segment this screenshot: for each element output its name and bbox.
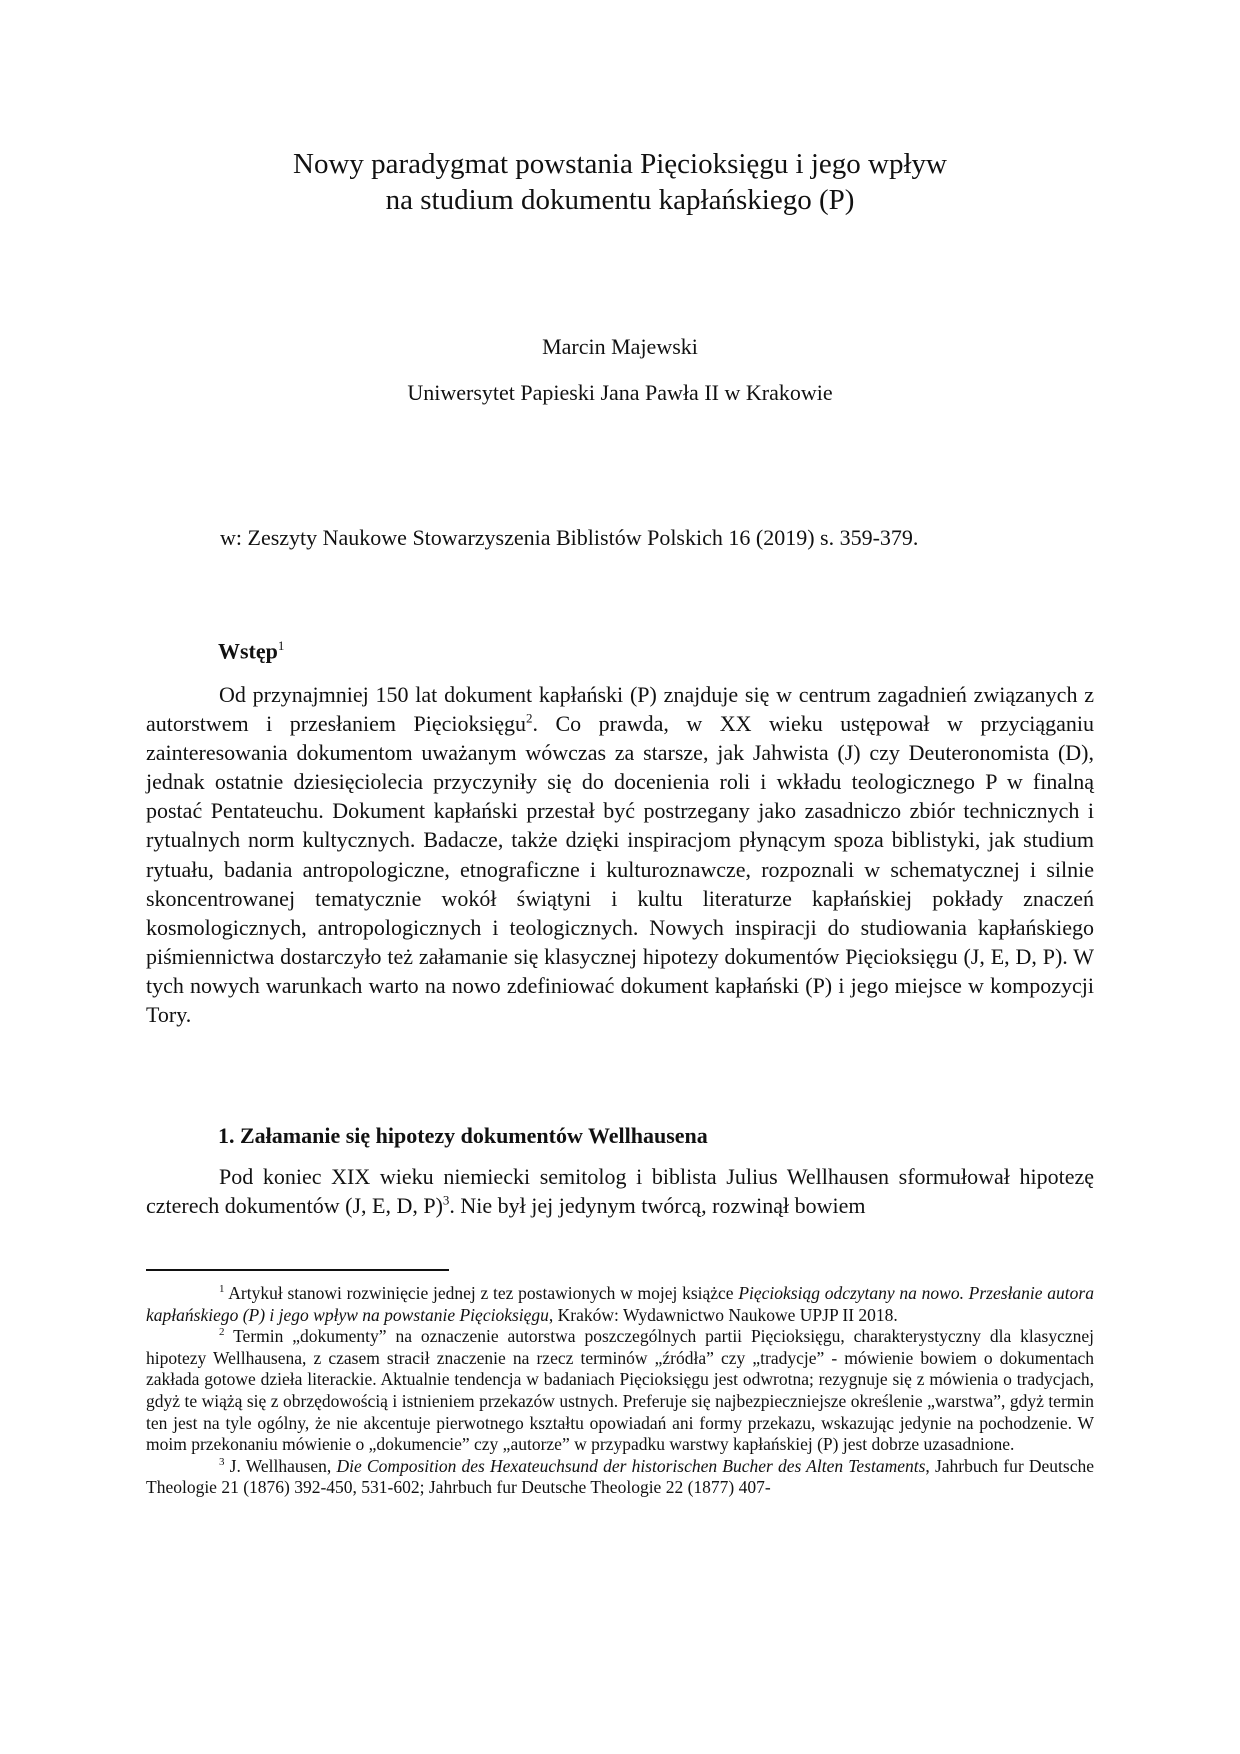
footnote-number: 1 (219, 1283, 225, 1296)
footnotes (146, 1283, 1094, 1499)
intro-heading-text: Wstęp (218, 638, 278, 664)
article-title (0, 146, 1240, 218)
footnote-2 (146, 1326, 1094, 1456)
title-line-2: na studium dokumentu kapłańskiego (P) (385, 184, 855, 216)
intro-text-a: Od przynajmniej 150 lat dokument kapłański (P) znajduje się w centrum zagadnień związanych z autorstwem i przesłaniem Pięcioksięgu (146, 682, 1094, 737)
section-1-text-a: Pod koniec XIX wieku niemiecki semitolog i biblista Julius Wellhausen sformułował hipotezę czterech dokumentów (J, E, D, P) (146, 1164, 1094, 1219)
footnote-number: 2 (219, 1326, 225, 1339)
section-1-heading: 1. Załamanie się hipotezy dokumentów Wellhausena (218, 1123, 708, 1148)
footnote-separator (146, 1269, 449, 1271)
author-name: Marcin Majewski (542, 334, 698, 359)
publication-citation: w: Zeszyty Naukowe Stowarzyszenia Biblistów Polskich 16 (2019) s. 359-379. (220, 525, 919, 550)
footnote-ref-3[interactable]: 3 (442, 1192, 450, 1208)
section-1-paragraph (146, 1162, 1094, 1220)
footnote-text: Artykuł stanowi rozwinięcie jednej z tez postawionych w mojej książce (228, 1283, 739, 1303)
footnote-text: , Jahrbuch fur Deutsche Theologie 21 (1876) 392-450, 531-602; Jahrbuch fur Deutsche Theologie 22 (1877) 407- (146, 1455, 1094, 1498)
author-affiliation: Uniwersytet Papieski Jana Pawła II w Krakowie (407, 380, 833, 405)
section-1-text-b: . Nie był jej jedynym twórcą, rozwinął bowiem (449, 1193, 866, 1219)
footnote-number: 3 (219, 1455, 225, 1468)
footnote-text: Termin „dokumenty” na oznaczenie autorstwa poszczególnych partii Pięcioksięgu, charakterystyczny dla klasycznej hipotezy Wellhausena, z czasem stracił znaczenie na rzecz terminów „źródła” czy „tradycje” - mówienie bowiem o dokumentach zakłada gotowe dzieła literackie. Aktualnie tendencja w badaniach Pięcioksięgu jest odwrotna; rezygnuje się z mówienia o tradycjach, gdyż te wiążą się z obrzędowością i istnieniem przekazów ustnych. Preferuje się najbezpieczniejsze określenie „warstwa”, gdyż termin ten jest na tyle ogólny, że nie akcentuje pierwotnego kształtu opowiadań ani formy przekazu, wskazując jedynie na pochodzenie. W moim przekonaniu mówienie o „dokumencie” czy „autorze” w przypadku warstwy kapłańskiej (P) jest dobrze uzasadnione. (146, 1326, 1094, 1455)
footnote-ref-1[interactable]: 1 (277, 638, 285, 653)
intro-text-b: . Co prawda, w XX wieku ustępował w przyciąganiu zainteresowania dokumentom uważanym wówczas za starsze, jak Jahwista (J) czy Deuteronomista (D), jednak ostatnie dziesięciolecia przyczyniły się do docenienia roli i wkładu teologicznego P w finalną postać Pentateuchu. Dokument kapłański przestał być postrzegany jako zasadniczo zbiór technicznych i rytualnych norm kultycznych. Badacze, także dzięki inspiracjom płynącym spoza biblistyki, jak studium rytuału, badania antropologiczne, etnograficzne i kulturoznawcze, rozpoznali w schematycznej i silnie skoncentrowanej tematycznie wokół świątyni i kultu literaturze kapłańskiej pokłady znaczeń kosmologicznych, antropologicznych i teologicznych. Nowych inspiracji do studiowania kapłańskiego piśmiennictwa dostarczyło też załamanie się klasycznej hipotezy dokumentów Pięcioksięgu (J, E, D, P). W tych nowych warunkach warto na nowo zdefiniować dokument kapłański (P) i jego miejsce w kompozycji Tory. (146, 711, 1095, 1028)
footnote-3 (146, 1456, 1094, 1499)
footnote-work-title: Die Composition des Hexateuchsund der historischen Bucher des Alten Testaments (336, 1455, 926, 1476)
intro-paragraph (146, 680, 1094, 1029)
intro-heading (218, 638, 284, 664)
footnote-1 (146, 1283, 1094, 1326)
footnote-ref-2[interactable]: 2 (525, 710, 533, 726)
footnote-text: J. Wellhausen, (229, 1455, 337, 1476)
footnote-book-title: Pięcioksiąg odczytany na nowo. Przesłanie autora kapłańskiego (P) i jego wpływ na powstanie Pięcioksięgu (146, 1283, 1094, 1325)
footnote-text: , Kraków: Wydawnictwo Naukowe UPJP II 2018. (548, 1304, 898, 1325)
title-line-1: Nowy paradygmat powstania Pięcioksięgu i jego wpływ (293, 148, 947, 180)
